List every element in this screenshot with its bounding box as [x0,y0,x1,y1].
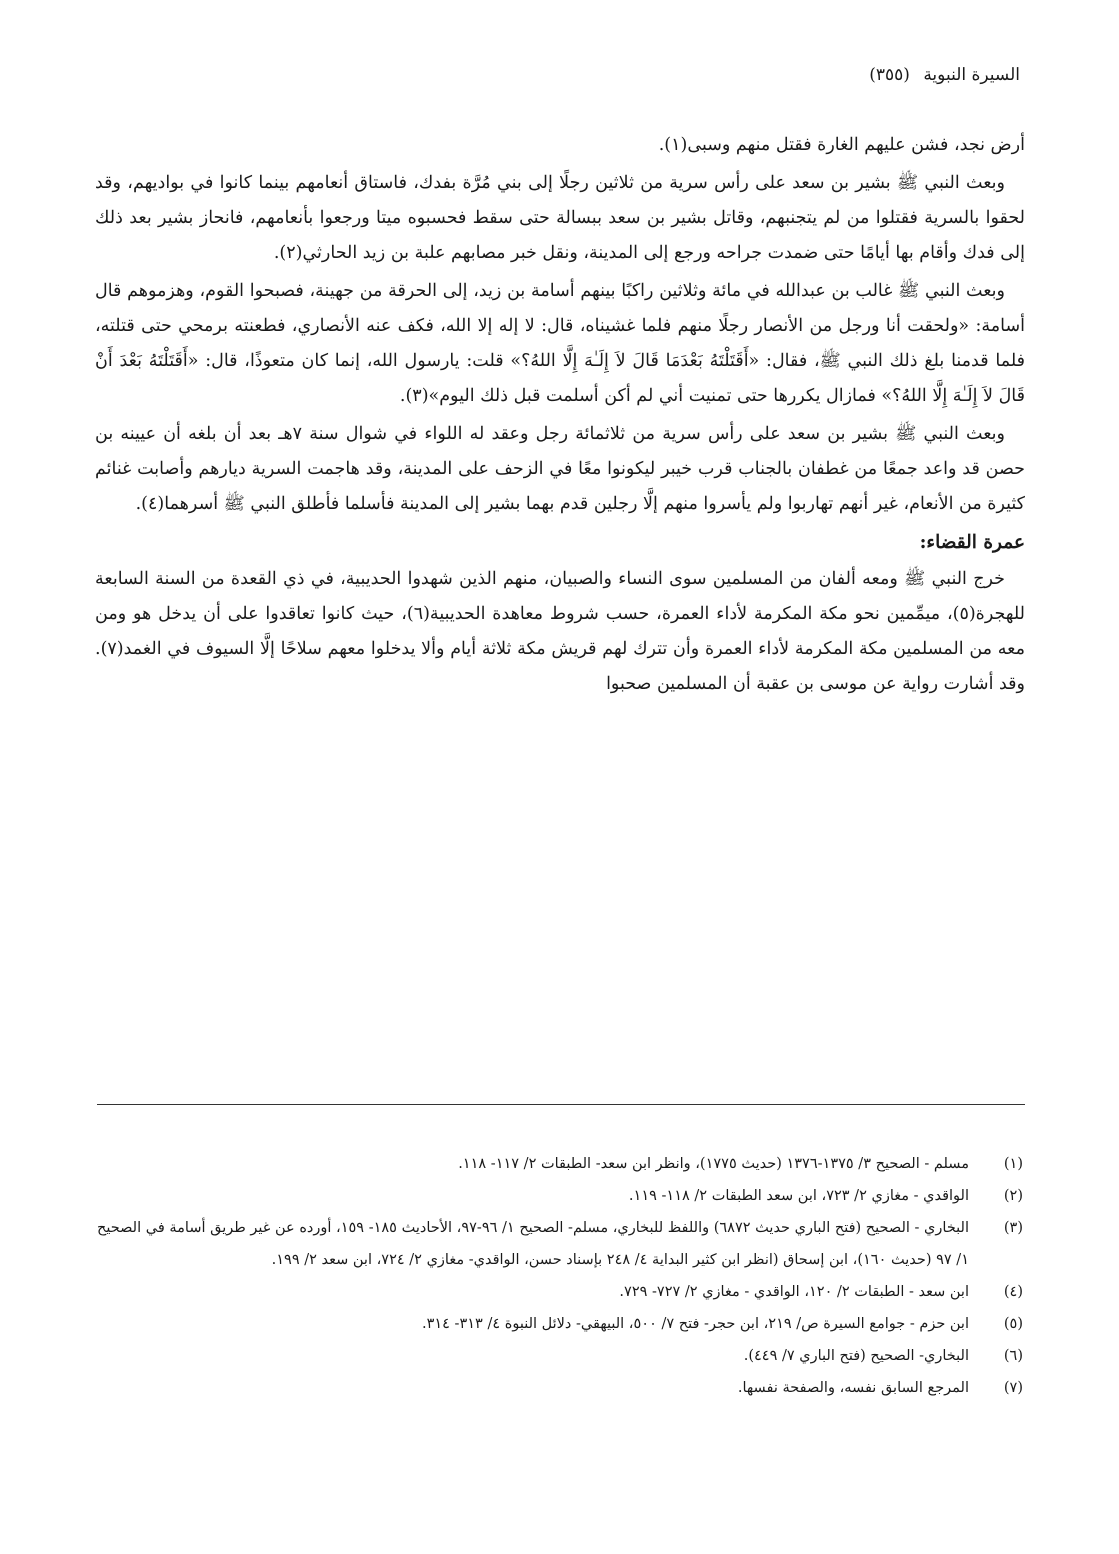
footnote [97,1180,1023,1212]
footnotes [97,1148,1023,1404]
paragraph: وبعث النبي ﷺ بشير بن سعد على رأس سرية من ثلاثمائة رجل وعقد له اللواء في شوال سنة ٧هـ بعد أن بلغه أن عيينه بن حصن قد واعد جمعًا من غطفان بالجناب قرب خيبر ليكونوا معًا في الزحف على المدينة، وقد هاجمت السرية ديارهم وأصابت غنائم كثيرة من الأنعام، غير أنهم تهاربوا ولم يأسروا منهم إلَّا رجلين قدم بهما بشير إلى المدينة فأسلما فأطلق النبي ﷺ أسرهما(٤). [95,424,1025,514]
footnote-number: (٥) [1003,1316,1023,1332]
footnote-number: (٧) [1003,1380,1023,1396]
paragraph: وبعث النبي ﷺ غالب بن عبدالله في مائة وثلاثين راكبًا بينهم أسامة بن زيد، إلى الحرقة من جهينة، فصبحوا القوم، وهزموهم قال أسامة: «ولحقت أنا ورجل من الأنصار رجلًا منهم فلما غشيناه، قال: لا إله إلا الله، فكف عنه الأنصاري، فطعنته برمحي حتى قتلته، فلما قدمنا بلغ ذلك النبي ﷺ، فقال: «أَقَتَلْتَهُ بَعْدَمَا قَالَ لاَ إِلَـٰهَ إِلَّا اللهُ؟» قلت: يارسول الله، إنما كان متعوذًا، قال: «أَقَتَلْتَهُ بَعْدَ أَنْ قَالَ لاَ إِلَـٰهَ إِلَّا اللهُ؟» فمازال يكررها حتى تمنيت أني لم أكن أسلمت قبل ذلك اليوم»(٣). [95,281,1025,406]
footnote-divider [97,1104,1025,1105]
footnote-text: الواقدي - مغازي ٢/ ٧٢٣، ابن سعد الطبقات ٢/ ١١٨- ١١٩. [628,1188,969,1204]
footnote-text: ابن سعد - الطبقات ٢/ ١٢٠، الواقدي - مغازي ٢/ ٧٢٧- ٧٢٩. [619,1284,969,1300]
footnote-text: المرجع السابق نفسه، والصفحة نفسها. [737,1380,969,1396]
footnote-text: مسلم - الصحيح ٣/ ١٣٧٥-١٣٧٦ (حديث ١٧٧٥)، وانظر ابن سعد- الطبقات ٢/ ١١٧- ١١٨. [458,1156,969,1172]
footnote-number: (٢) [1003,1188,1023,1204]
paragraph: أرض نجد، فشن عليهم الغارة فقتل منهم وسبى(١). [658,135,1025,155]
paragraph: خرج النبي ﷺ ومعه ألفان من المسلمين سوى النساء والصبيان، منهم الذين شهدوا الحديبية، في ذي القعدة من السنة السابعة للهجرة(٥)، ميمِّمين نحو مكة المكرمة لأداء العمرة، حسب شروط معاهدة الحديبية(٦)، حيث كانوا تعاقدوا على أن يدخل هو ومن معه من المسلمين مكة المكرمة لأداء العمرة وأن تترك لهم قريش مكة ثلاثة أيام وألا يدخلوا معهم سلاحًا إلَّا السيوف في الغمد(٧). وقد أشارت رواية عن موسى بن عقبة أن المسلمين صحبوا [95,569,1025,694]
footnote-number: (٦) [1003,1348,1023,1364]
footnote [97,1212,1023,1276]
paragraph: وبعث النبي ﷺ بشير بن سعد على رأس سرية من ثلاثين رجلًا إلى بني مُرَّة بفدك، فاستاق أنعامهم بينما كانوا في بواديهم، وقد لحقوا بالسرية فقتلوا من لم يتجنبهم، وقاتل بشير بن سعد ببسالة حتى سقط فحسبوه ميتا ورجعوا بأنعامهم، فانحاز بشير بعد ذلك إلى فدك وأقام بها أيامًا حتى ضمدت جراحه ورجع إلى المدينة، ونقل خبر مصابهم علبة بن زيد الحارثي(٢). [95,173,1025,263]
section-heading: عمرة القضاء: [919,532,1025,553]
footnote-number: (٣) [1003,1220,1023,1236]
page-number: (٣٥٥) [869,65,910,85]
footnote-text: البخاري- الصحيح (فتح الباري ٧/ ٤٤٩). [743,1348,969,1364]
footnote [97,1276,1023,1308]
footnote [97,1340,1023,1372]
main-text-body [95,128,1025,705]
header-title: السيرة النبوية [923,65,1020,85]
running-header [60,58,1020,92]
footnote-number: (٤) [1003,1284,1023,1300]
footnote-text: البخاري - الصحيح (فتح الباري حديث ٦٨٧٢) واللفظ للبخاري، مسلم- الصحيح ١/ ٩٦-٩٧، الأحاديث ١٨٥- ١٥٩، أورده عن غير طريق أسامة في الصحيح ١/ ٩٧ (حديث ١٦٠)، ابن إسحاق (انظر ابن كثير البداية ٤/ ٢٤٨ بإسناد حسن، الواقدي- مغازي ٢/ ٧٢٤، ابن سعد ٢/ ١٩٩. [97,1220,970,1268]
footnote [97,1308,1023,1340]
footnote-number: (١) [1003,1156,1023,1172]
footnote-text: ابن حزم - جوامع السيرة ص/ ٢١٩، ابن حجر- فتح ٧/ ٥٠٠، البيهقي- دلائل النبوة ٤/ ٣١٣- ٣١٤. [421,1316,969,1332]
footnote [97,1148,1023,1180]
footnote [97,1372,1023,1404]
